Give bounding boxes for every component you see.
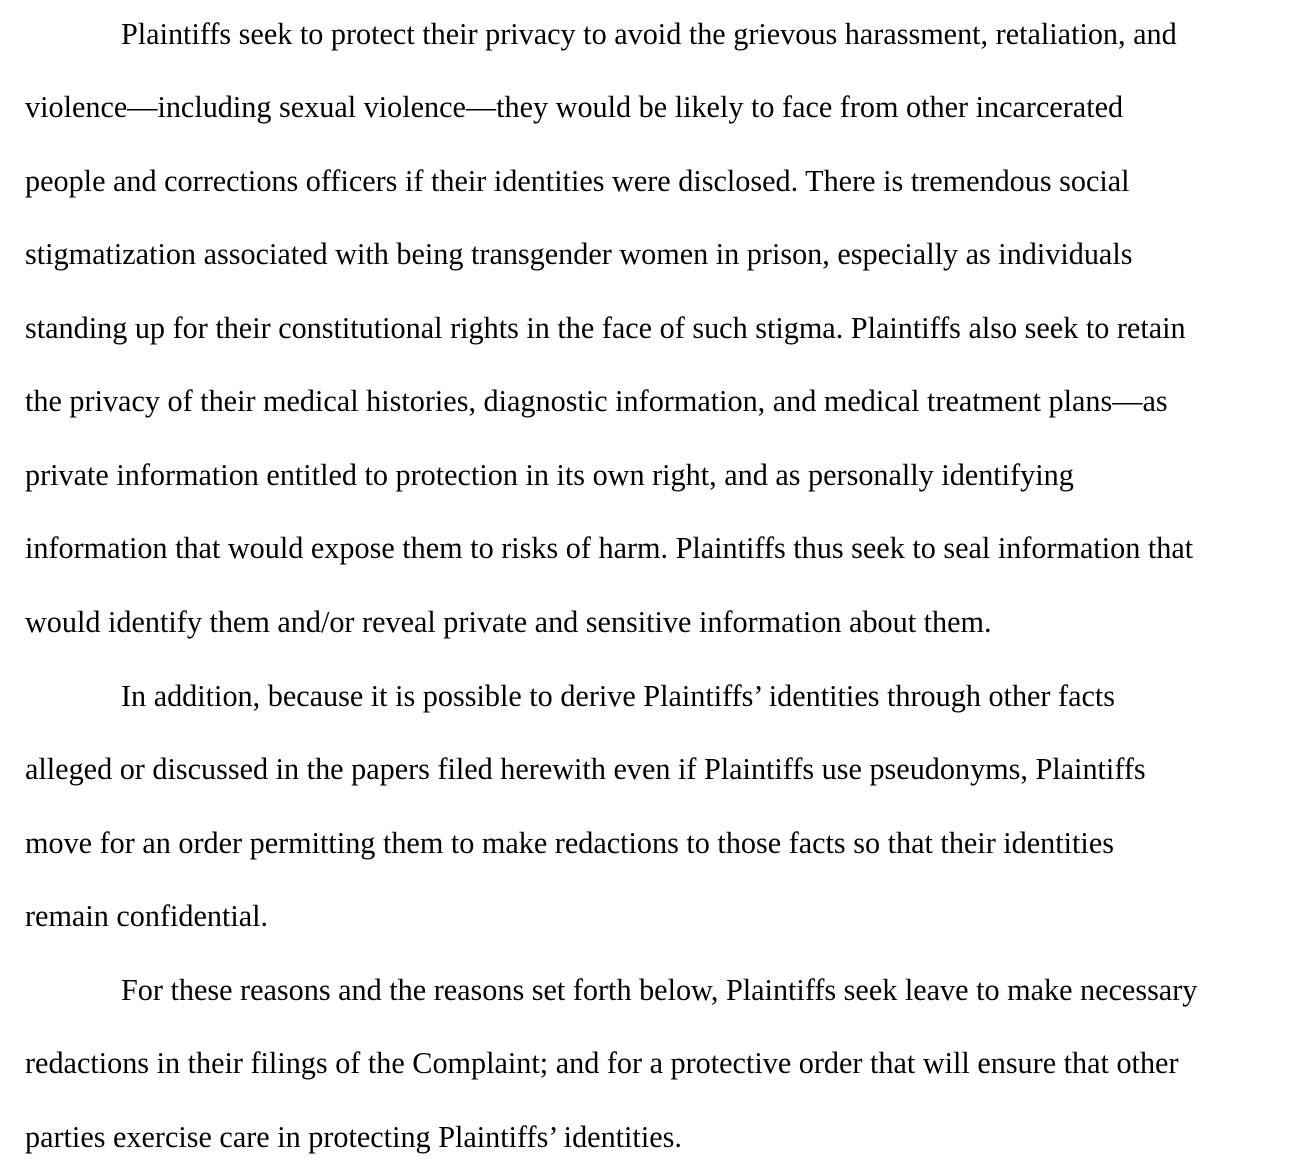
text-line: redactions in their filings of the Complaint; and for a protective order that will ensure that other: [25, 1046, 1179, 1080]
text-line: remain confidential.: [25, 899, 269, 933]
text-line: parties exercise care in protecting Plaintiffs’ identities.: [25, 1120, 682, 1154]
text-line: move for an order permitting them to make redactions to those facts so that their identities: [25, 826, 1114, 860]
text-line: would identify them and/or reveal private and sensitive information about them.: [25, 605, 992, 639]
text-line: stigmatization associated with being transgender women in prison, especially as individuals: [25, 237, 1133, 271]
text-line: the privacy of their medical histories, diagnostic information, and medical treatment plans—as: [25, 384, 1168, 418]
text-line: people and corrections officers if their identities were disclosed. There is tremendous social: [25, 164, 1130, 198]
text-line: information that would expose them to risks of harm. Plaintiffs thus seek to seal information that: [25, 531, 1194, 565]
text-line: private information entitled to protection in its own right, and as personally identifying: [25, 458, 1074, 492]
text-line: In addition, because it is possible to derive Plaintiffs’ identities through other facts: [121, 679, 1116, 713]
text-line: standing up for their constitutional rights in the face of such stigma. Plaintiffs also seek to retain: [25, 311, 1186, 345]
text-line: alleged or discussed in the papers filed herewith even if Plaintiffs use pseudonyms, Plaintiffs: [25, 752, 1146, 786]
text-line: Plaintiffs seek to protect their privacy to avoid the grievous harassment, retaliation, and: [121, 17, 1177, 51]
text-line: violence—including sexual violence—they would be likely to face from other incarcerated: [25, 90, 1124, 124]
text-line: For these reasons and the reasons set forth below, Plaintiffs seek leave to make necessary: [121, 973, 1198, 1007]
